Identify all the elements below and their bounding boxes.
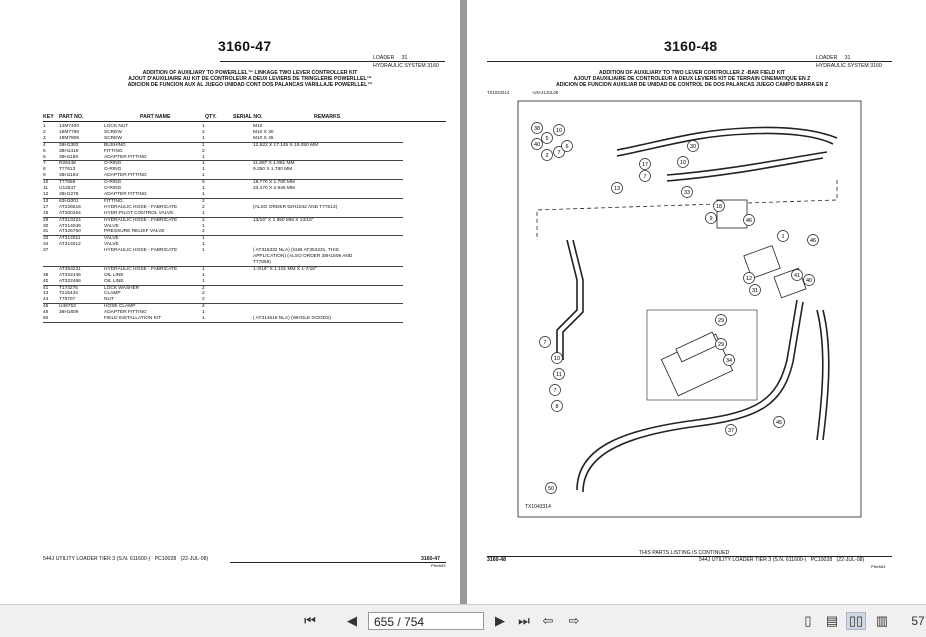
- cell-key: 33: [43, 236, 49, 242]
- cell-name: ADAPTER FITTING: [104, 310, 147, 316]
- cell-rem: M10 X 45: [253, 136, 403, 142]
- header-qty: QTY.: [205, 114, 217, 120]
- cell-key: 9: [43, 173, 59, 179]
- callout-number: 29: [717, 318, 725, 324]
- callout-number: 29: [717, 342, 725, 348]
- callout-bubble: [778, 231, 789, 242]
- cell-rem: ( AT316332 NLA) (SUB AT353231, THIS: [253, 248, 339, 254]
- cell-key: 41: [43, 285, 49, 291]
- callout-bubble: [542, 150, 553, 161]
- callout-bubble: [724, 355, 735, 366]
- cell-part: T77858: [59, 180, 76, 186]
- cell-part: AT226615: [59, 204, 81, 210]
- callout-bubble: [774, 417, 785, 428]
- callout-bubble: [540, 337, 551, 348]
- callout-bubble: [552, 401, 563, 412]
- cell-key: 1: [43, 124, 46, 129]
- cell-qty: 2: [202, 129, 205, 135]
- page-gutter: [460, 0, 467, 604]
- cell-name: HYDR.PILOT CONTROL VALVE: [104, 211, 202, 217]
- callout-number: 1: [781, 234, 785, 240]
- cell-key: 29: [43, 217, 49, 223]
- back-view-icon[interactable]: ⇦: [542, 613, 554, 628]
- callout-number: 46: [809, 238, 817, 244]
- continuous-page-icon[interactable]: ▤: [825, 613, 839, 628]
- page-title: 3160-48: [664, 38, 718, 54]
- cell-qty: 1: [202, 266, 205, 272]
- cell-key: 4: [43, 142, 46, 148]
- header-key: KEY: [43, 114, 54, 120]
- callout-number: 17: [641, 162, 649, 168]
- cell-qty: 1: [202, 161, 205, 167]
- cell-qty: 1: [202, 186, 205, 192]
- callout-number: 10: [555, 128, 563, 134]
- callout-bubble: [682, 187, 693, 198]
- cell-key: 45: [43, 304, 49, 310]
- callout-bubble: [688, 141, 699, 152]
- cell-part: 38H1160: [59, 155, 104, 161]
- callout-number: 13: [613, 186, 621, 192]
- cell-name: SCREW: [104, 129, 122, 135]
- cell-rem: 11.887 X 1.981 MM: [253, 161, 295, 167]
- cell-key: 5: [43, 148, 46, 154]
- cell-part: AT314012: [59, 242, 81, 248]
- cell-key: 40: [43, 279, 59, 285]
- cell-rem: 23.470 X 2.946 MM: [253, 186, 295, 192]
- cell-name: BUSHING: [104, 142, 126, 148]
- cell-name: FIELD INSTALLATION KIT: [104, 316, 202, 322]
- callout-number: 30: [689, 144, 697, 150]
- cell-qty: 1: [202, 192, 220, 198]
- cell-qty: 1: [202, 310, 205, 316]
- callout-bubble: [678, 157, 689, 168]
- callout-number: 12: [745, 276, 753, 282]
- footer-page-number: 3160-48: [487, 557, 507, 563]
- kit-title: ADDITION OF AUXILIARY TO POWERLLEL™ LINKAGE TWO LEVER CONTROLLER KIT AJOUT D'AUXILIAIRE AU KIT DE CONTROLEUR A DEUX LEVIERS DE TRINGLERIE POWERLLEL™ ADICION DE FUNCION AUX AL JUEGO UNIDAD CONT DOS PALANCAS VARILLAJE POWERLLEL™: [127, 70, 373, 89]
- callout-number: 6: [565, 144, 569, 150]
- callout-bubble: [750, 285, 761, 296]
- cell-part: AT326760: [59, 229, 104, 235]
- cell-qty: 1: [202, 136, 220, 142]
- cell-part: 19M7805: [59, 136, 104, 142]
- hydraulic-kit-drawing: [517, 100, 862, 520]
- previous-page-icon[interactable]: ◀: [347, 613, 357, 628]
- cell-qty: 1: [202, 248, 205, 254]
- callout-bubble: [640, 159, 651, 170]
- system-label: HYDRAULIC SYSTEM 3160: [816, 63, 882, 69]
- cell-key: 12: [43, 192, 59, 198]
- callout-number: 46: [745, 218, 753, 224]
- callout-number: 38: [533, 126, 541, 132]
- kit-title: ADDITION OF AUXILIARY TO TWO LEVER CONTROLLER Z -BAR FIELD KIT AJOUT DAUXILIAIRE DE CONTROLEUR A DEUX LEVIERS KIT DE TERRAIN CINEMATIQUE EN Z ADICION DE FUNCION AUXILIAR DE UNIDAD DE CONTROL DE DOS PALANCAS JUEGO CAMPO BARRA EN Z: [555, 70, 829, 89]
- first-page-icon[interactable]: ⏮: [304, 613, 316, 628]
- cell-qty: 9: [202, 180, 205, 186]
- cell-part: T78707: [59, 297, 104, 303]
- cell-part: U46753: [59, 304, 76, 310]
- cell-rem: 18.770 X 1.780 MM: [253, 180, 295, 186]
- footer-code: PNe684: [871, 564, 886, 569]
- cell-part: T174275: [59, 285, 78, 291]
- cell-name: ADAPTER FITTING: [104, 173, 202, 179]
- cell-part: R26448: [59, 161, 76, 167]
- cell-name: VALVE: [104, 236, 119, 242]
- cell-part: AT300154: [59, 211, 104, 217]
- cell-name: HYDRAULIC HOSE - FABRICATE: [104, 248, 178, 254]
- cell-part: 38H1609: [59, 310, 79, 316]
- cell-part: AT322466: [59, 279, 104, 285]
- cell-rem: 12.522 X 17.145 X 19.050 MM: [253, 142, 319, 148]
- callout-number: 45: [775, 420, 783, 426]
- cell-qty: 1: [202, 155, 220, 161]
- cell-qty: 2: [202, 148, 205, 154]
- cell-name: HYDRAULIC HOSE - FABRICATE: [104, 217, 178, 223]
- cell-part: 38H1418: [59, 148, 79, 154]
- table-row: [43, 316, 403, 322]
- cell-qty: 2: [202, 297, 220, 303]
- zoom-level[interactable]: 57: [911, 614, 925, 628]
- callout-number: 40: [533, 142, 541, 148]
- cell-rem: APPLICATION) (ALSO ORDER 38H1609 AND: [253, 254, 353, 260]
- cell-part: U12547: [59, 186, 76, 192]
- cell-key: 2: [43, 129, 46, 135]
- callout-bubble: [792, 270, 803, 281]
- cell-key: 8: [43, 167, 46, 173]
- cell-name: FITTING: [104, 198, 123, 204]
- callout-bubble: [612, 183, 623, 194]
- cell-name: OIL LINE: [104, 279, 202, 285]
- callout-number: 33: [683, 190, 691, 196]
- callout-bubble: [808, 235, 819, 246]
- callout-bubble: [726, 425, 737, 436]
- cell-rem: (ALSO ORDER 62H1042 AND T77613): [253, 204, 338, 210]
- two-page-icon[interactable]: ▯▯: [846, 612, 866, 630]
- cell-part: AT314011: [59, 236, 81, 242]
- callout-bubble: [532, 123, 543, 134]
- callout-number: 7: [553, 388, 557, 394]
- footer-page-number: 3160-47: [421, 556, 441, 562]
- callout-bubble: [744, 215, 755, 226]
- cell-name: CLAMP: [104, 291, 121, 297]
- footer-model: 544J UTILITY LOADER TIER 3 (S.N. 611600-) PC10028 (22-JUL-08): [699, 557, 865, 563]
- drawing-id: TX1043314: [525, 504, 551, 510]
- cell-qty: 2: [202, 304, 205, 310]
- divider: [220, 61, 445, 62]
- section-label: LOADER 31: [816, 55, 851, 61]
- divider: [487, 61, 892, 62]
- cell-key: 50: [43, 316, 59, 322]
- cell-qty: 2: [202, 198, 205, 204]
- cell-part: 38H1276: [59, 192, 104, 198]
- parts-table: [43, 124, 403, 323]
- callout-bubble: [804, 275, 815, 286]
- cell-part: 14M7400: [59, 124, 80, 129]
- cell-part: T215434: [59, 291, 78, 297]
- callout-number: 9: [709, 216, 713, 222]
- cell-qty: 1: [202, 211, 220, 217]
- left-page: [0, 0, 460, 604]
- callout-number: 41: [793, 273, 801, 279]
- continued-note: THIS PARTS LISTING IS CONTINUED: [639, 550, 730, 556]
- cell-key: 18: [43, 211, 59, 217]
- cell-name: FITTING: [104, 148, 123, 154]
- forward-view-icon[interactable]: ⇨: [568, 613, 580, 628]
- cell-part: 63H1001: [59, 198, 79, 204]
- callout-bubble: [542, 133, 553, 144]
- header-remarks: REMARKS: [314, 114, 341, 120]
- callout-number: 34: [725, 358, 733, 364]
- cell-serial: [220, 316, 253, 322]
- footer-code: PNe683: [431, 563, 446, 568]
- cell-key: 7: [43, 161, 46, 167]
- cell-qty: 1: [202, 124, 205, 129]
- cell-name: VALVE: [104, 242, 119, 248]
- cell-name: LOCK NUT: [104, 124, 129, 129]
- cell-qty: 1: [202, 236, 205, 242]
- cell-name: VALVE: [104, 223, 119, 229]
- cell-name: PRESSURE RELIEF VALVE: [104, 229, 202, 235]
- callout-number: 5: [545, 136, 549, 142]
- cell-qty: 1: [202, 316, 220, 322]
- two-page-continuous-icon[interactable]: ▥: [875, 613, 889, 628]
- cell-qty: 1: [202, 272, 205, 278]
- footer-divider: [230, 562, 446, 563]
- cell-part: 38H1383: [59, 142, 79, 148]
- cell-name: HYDRAULIC HOSE - FABRICATE: [104, 204, 178, 210]
- cell-name: O-RING: [104, 167, 122, 173]
- cell-name: ADAPTER FITTING: [104, 155, 202, 161]
- callout-bubble: [640, 171, 651, 182]
- cell-part: 19M7786: [59, 129, 80, 135]
- section-label: LOADER 31: [373, 55, 408, 61]
- callout-number: 37: [727, 428, 735, 434]
- callout-bubble: [554, 369, 565, 380]
- cell-key: 10: [43, 180, 49, 186]
- cell-key: 43: [43, 291, 49, 297]
- cell-name: OIL LINE: [104, 272, 124, 278]
- cell-qty: 1: [202, 173, 220, 179]
- cell-rem: 13/16" X 1 550 MM X 13/16": [253, 217, 314, 223]
- callout-bubble: [714, 201, 725, 212]
- cell-key: 17: [43, 204, 49, 210]
- cell-rem: ( AT314616 NLA) (WHOLE GOODS): [253, 316, 403, 322]
- callout-number: 50: [547, 486, 555, 492]
- cell-qty: 1: [202, 242, 205, 248]
- cell-rem: T77858): [253, 260, 403, 266]
- cell-part: AT313424: [59, 217, 81, 223]
- callout-number: 10: [553, 356, 561, 362]
- header-serial: SERIAL NO.: [233, 114, 263, 120]
- cell-qty: 2: [202, 229, 220, 235]
- cell-key: 38: [43, 272, 49, 278]
- cell-key: 46: [43, 310, 49, 316]
- cell-qty: 1: [202, 167, 205, 173]
- cell-qty: 2: [202, 217, 205, 223]
- cell-qty: 2: [202, 291, 205, 297]
- callout-number: 11: [556, 372, 562, 378]
- header-divider: [43, 121, 446, 122]
- figure-ref: TX1043314: [487, 90, 510, 95]
- cell-key: 37: [43, 248, 49, 254]
- cell-name: O-RING: [104, 180, 122, 186]
- callout-number: 7: [643, 174, 647, 180]
- next-page-icon[interactable]: ▶: [495, 613, 505, 628]
- callout-bubble: [716, 315, 727, 326]
- single-page-icon[interactable]: ▯: [804, 613, 812, 628]
- cell-part: AT353231: [59, 266, 81, 272]
- callout-bubble: [552, 353, 563, 364]
- cell-key: 34: [43, 242, 49, 248]
- cell-rem: M10 X 30: [253, 129, 274, 135]
- cell-qty: 1: [202, 279, 220, 285]
- cell-name: SCREW: [104, 136, 202, 142]
- callout-number: 8: [555, 404, 559, 410]
- footer-model: 544J UTILITY LOADER TIER 3 (S.N. 611600-) PC10028 (22-JUL-08): [43, 556, 209, 562]
- header-name: PART NAME: [140, 114, 171, 120]
- cell-part: AT322446: [59, 272, 81, 278]
- cell-key: 6: [43, 155, 59, 161]
- callout-bubble: [550, 385, 561, 396]
- header-part: PART NO.: [59, 114, 84, 120]
- cell-name: HYDRAULIC HOSE - FABRICATE: [104, 266, 178, 272]
- callout-number: 10: [679, 160, 687, 166]
- last-page-icon[interactable]: ⏭: [518, 613, 530, 628]
- callout-bubble: [716, 339, 727, 350]
- callout-bubble: [744, 273, 755, 284]
- cell-part: AT314046: [59, 223, 81, 229]
- cell-key: 3: [43, 136, 59, 142]
- cell-name: ADAPTER FITTING: [104, 192, 202, 198]
- cell-key: 13: [43, 198, 49, 204]
- cell-key: 44: [43, 297, 59, 303]
- cell-key: 30: [43, 223, 49, 229]
- cell-qty: 1: [202, 142, 205, 148]
- callout-bubble: [706, 213, 717, 224]
- right-page: [467, 0, 926, 604]
- callout-bubble: [546, 483, 557, 494]
- cell-part: 38H1163: [59, 173, 104, 179]
- cell-rem: M10: [253, 124, 263, 129]
- callout-bubble: [532, 139, 543, 150]
- cell-qty: 1: [202, 223, 205, 229]
- callout-number: 7: [543, 340, 547, 346]
- viewer-toolbar: [0, 604, 926, 637]
- cell-part: [59, 316, 104, 322]
- page-title: 3160-47: [218, 38, 272, 54]
- callout-bubble: [554, 125, 565, 136]
- callout-number: 2: [545, 153, 549, 159]
- callout-number: 18: [715, 204, 723, 210]
- cell-rem: 9.250 X 1.780 MM: [253, 167, 293, 173]
- cell-name: O-RING: [104, 186, 122, 192]
- cell-qty: 2: [202, 204, 205, 210]
- callout-bubble: [562, 141, 573, 152]
- figure-date: -UN-21JUL08: [532, 90, 559, 95]
- callout-number: 31: [751, 288, 759, 294]
- callout-number: 40: [805, 278, 813, 284]
- cell-name: O-RING: [104, 161, 122, 167]
- cell-part: T77613: [59, 167, 76, 173]
- callout-number: 7: [557, 150, 561, 156]
- cell-rem: 1-3/16" X 1 101 MM X 1-7/16": [253, 266, 317, 272]
- system-label: HYDRAULIC SYSTEM 3160: [373, 63, 439, 69]
- cell-key: 11: [43, 186, 48, 192]
- cell-key: 31: [43, 229, 59, 235]
- cell-name: LOCK WASHER: [104, 285, 140, 291]
- cell-name: NUT: [104, 297, 202, 303]
- page-number-input[interactable]: 655 / 754: [368, 612, 484, 630]
- cell-qty: 2: [202, 285, 205, 291]
- cell-name: HOSE CLAMP: [104, 304, 136, 310]
